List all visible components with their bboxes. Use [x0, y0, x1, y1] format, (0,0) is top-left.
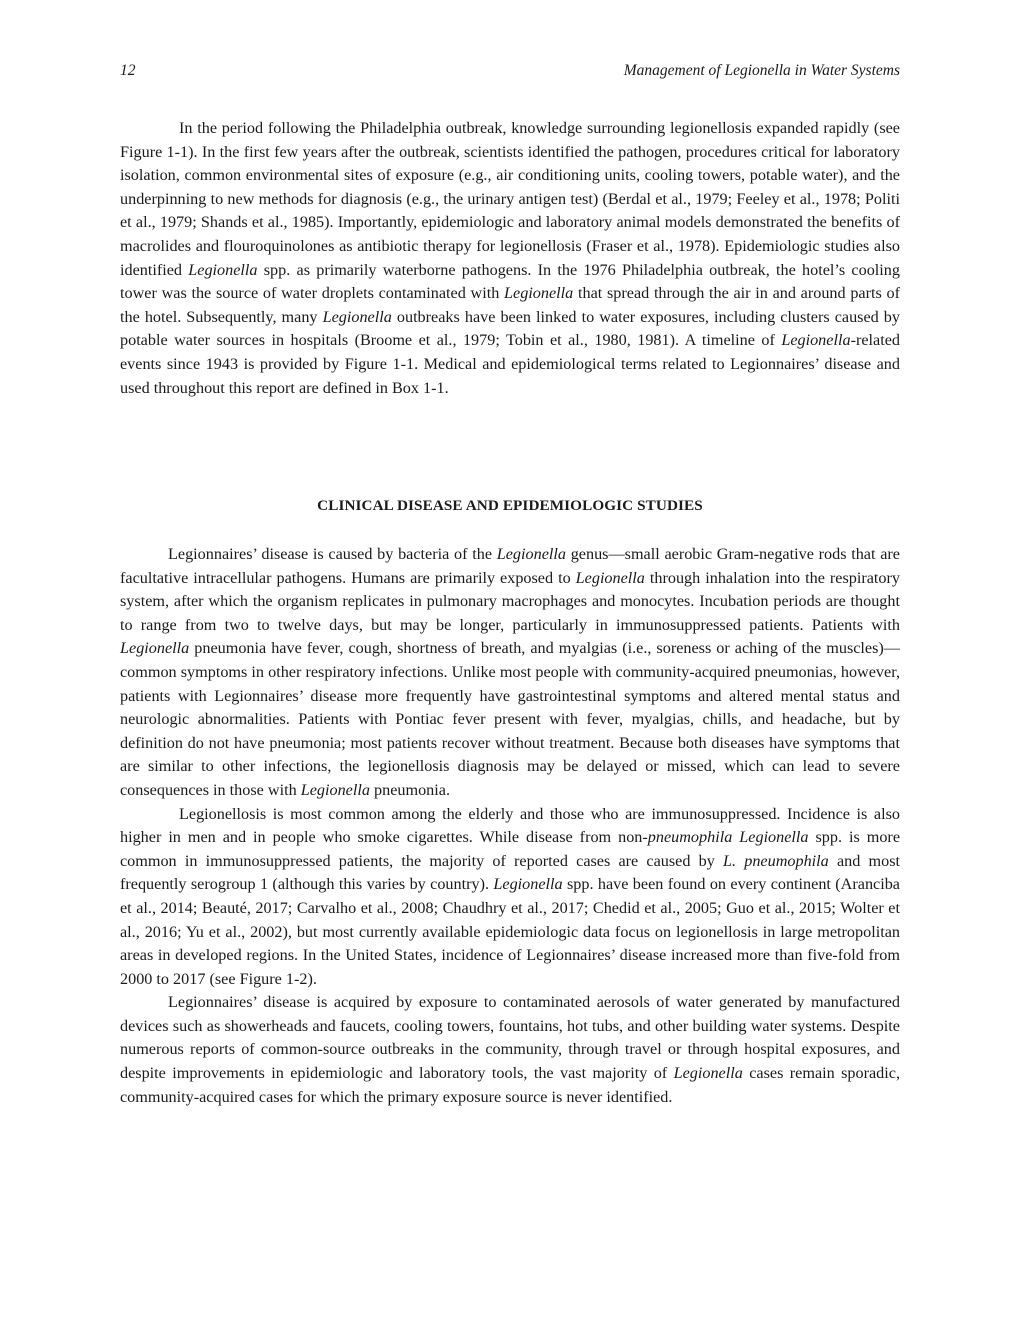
- italic-term: Legionella: [496, 545, 566, 563]
- italic-term: Legionella: [322, 307, 392, 326]
- section-heading: CLINICAL DISEASE AND EPIDEMIOLOGIC STUDIES: [317, 497, 703, 514]
- italic-term: Legionella: [575, 568, 645, 587]
- body-paragraph-1: Legionnaires’ disease is caused by bacteria of the Legionella genus—small aerobic Gram-negative rods that are facultative intracellular pathogens. Humans are primarily exposed to Legionella through inhalation into the respiratory system, after which the organism replicates in pulmonary macrophages and monocytes. Incubation periods are thought to range from two to twelve days, but may be longer, particularly in immunosuppressed patients. Patients with Legionella pneumonia have fever, cough, shortness of breath, and myalgias (i.e., soreness or aching of the muscles)—common symptoms in other respiratory infections. Unlike most people with community-acquired pneumonias, however, patients with Legionnaires’ disease more frequently have gastrointestinal symptoms and altered mental status and neurologic abnormalities. Patients with Pontiac fever present with fever, myalgias, chills, and headache, but by definition do not have pneumonia; most patients recover without treatment. Because both diseases have symptoms that are similar to other infections, the legionellosis diagnosis may be delayed or missed, which can lead to severe consequences in those with Legionella pneumonia.: [120, 545, 900, 799]
- italic-term: Legionella: [739, 828, 809, 847]
- italic-term: Legionella: [188, 260, 258, 279]
- italic-term: Legionella: [673, 1064, 743, 1083]
- page-number: 12: [120, 62, 136, 79]
- italic-term: pneumophila: [647, 828, 733, 847]
- italic-term: Legionella: [781, 331, 851, 350]
- italic-term: Legionella: [300, 780, 370, 799]
- running-header: [120, 62, 900, 82]
- italic-term: Legionella: [504, 284, 574, 303]
- intro-block: [120, 117, 900, 400]
- section-body: [120, 543, 900, 1109]
- running-title: Management of Legionella in Water Systems: [623, 62, 900, 79]
- italic-term: L. pneumophila: [723, 851, 829, 870]
- body-paragraph-2: Legionellosis is most common among the elderly and those who are immunosuppressed. Incidence is also higher in men and in people who smoke cigarettes. While disease from non-pneumophila Legionella spp. is more common in immunosuppressed patients, the majority of reported cases are caused by L. pneumophila and most frequently serogroup 1 (although this varies by country). Legionella spp. have been found on every continent (Aranciba et al., 2014; Beauté, 2017; Carvalho et al., 2008; Chaudhry et al., 2017; Chedid et al., 2005; Guo et al., 2015; Wolter et al., 2016; Yu et al., 2002), but most currently available epidemiologic data focus on legionellosis in large metropolitan areas in developed regions. In the United States, incidence of Legionnaires’ disease increased more than five-fold from 2000 to 2017 (see Figure 1-2).: [120, 804, 901, 988]
- italic-term: Legionella: [120, 639, 190, 658]
- intro-paragraph: In the period following the Philadelphia outbreak, knowledge surrounding legionellosis expanded rapidly (see Figure 1-1). In the first few years after the outbreak, scientists identified the pathogen, procedures critical for laboratory isolation, common environmental sites of exposure (e.g., air conditioning units, cooling towers, potable water), and the underpinning to new methods for diagnosis (e.g., the urinary antigen test) (Berdal et al., 1979; Feeley et al., 1978; Politi et al., 1979; Shands et al., 1985). Importantly, epidemiologic and laboratory animal models demonstrated the benefits of macrolides and flouroquinolones as antibiotic therapy for legionellosis (Fraser et al., 1978). Epidemiologic studies also identified Legionella spp. as primarily waterborne pathogens. In the 1976 Philadelphia outbreak, the hotel’s cooling tower was the source of water droplets contaminated with Legionella that spread through the air in and around parts of the hotel. Subsequently, many Legionella outbreaks have been linked to water exposures, including clusters caused by potable water sources in hospitals (Broome et al., 1979; Tobin et al., 1980, 1981). A timeline of Legionella-related events since 1943 is provided by Figure 1-1. Medical and epidemiological terms related to Legionnaires’ disease and used throughout this report are defined in Box 1-1.: [120, 119, 900, 397]
- italic-term: Legionella: [493, 875, 563, 894]
- body-paragraph-3: Legionnaires’ disease is acquired by exposure to contaminated aerosols of water generated by manufactured devices such as showerheads and faucets, cooling towers, fountains, hot tubs, and other building water systems. Despite numerous reports of common-source outbreaks in the community, through travel or through hospital exposures, and despite improvements in epidemiologic and laboratory tools, the vast majority of Legionella cases remain sporadic, community-acquired cases for which the primary exposure source is never identified.: [120, 993, 901, 1106]
